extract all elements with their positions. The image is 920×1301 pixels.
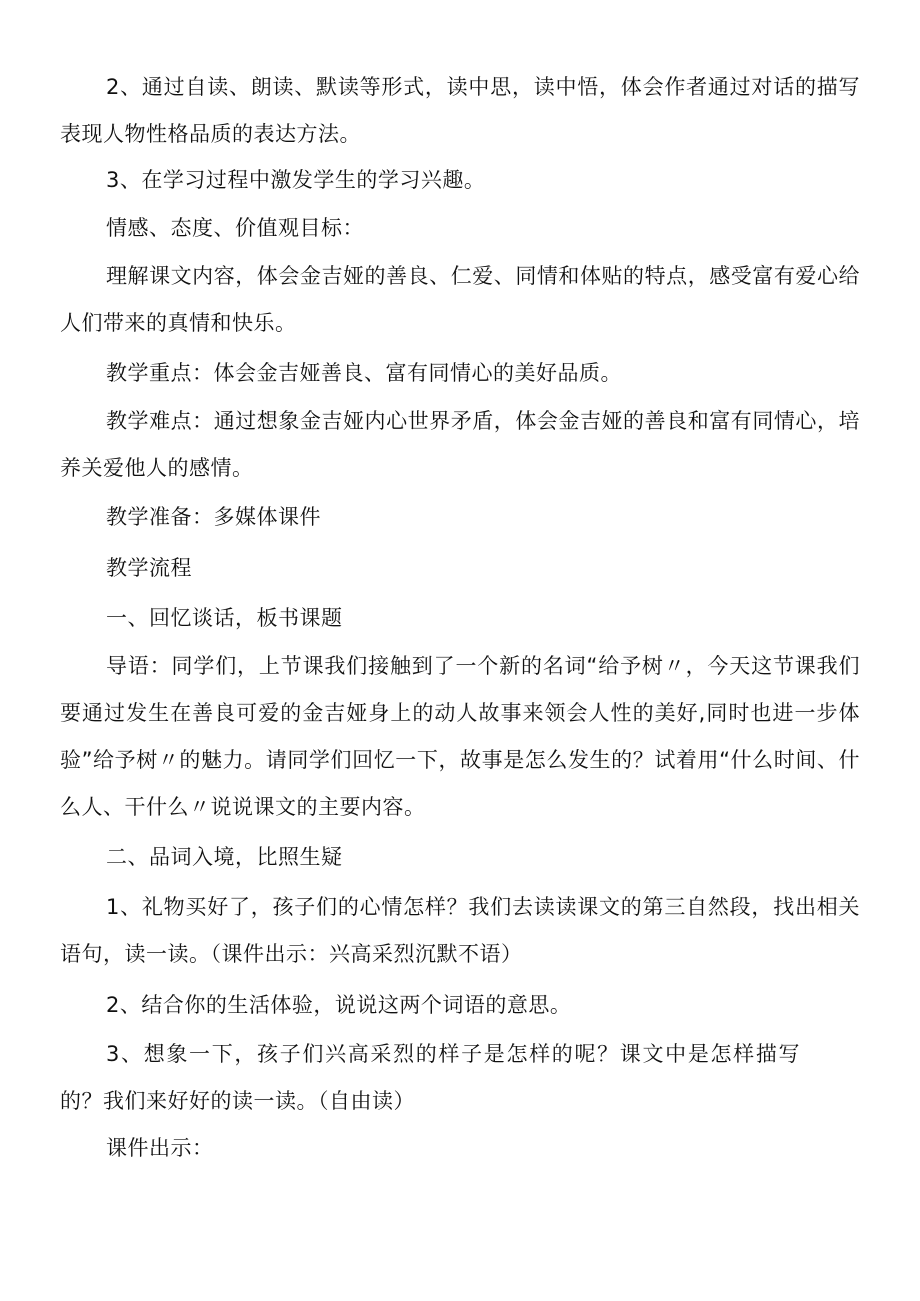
paragraph-step-1: 1、礼物买好了，孩子们的心情怎样？我们去读读课文的第三自然段，找出相关语句，读一读。（课件出示：兴高采烈沉默不语）	[60, 895, 860, 966]
paragraph-objective-3: 3、在学习过程中激发学生的学习兴趣。	[106, 168, 486, 192]
paragraph-step-2: 2、结合你的生活体验，说说这两个词语的意思。	[106, 993, 572, 1017]
paragraph-objective-2: 2、通过自读、朗读、默读等形式，读中思，读中悟，体会作者通过对话的描写表现人物性格品质的表达方法。	[60, 75, 860, 146]
paragraph-emotion-heading: 情感、态度、价值观目标：	[106, 216, 364, 240]
paragraph-courseware-show: 课件出示：	[106, 1136, 214, 1160]
paragraph-difficulty: 教学难点：通过想象金吉娅内心世界矛盾，体会金吉娅的善良和富有同情心，培养关爱他人的感情。	[60, 409, 860, 480]
paragraph-process-heading: 教学流程	[106, 556, 192, 580]
paragraph-emotion-goal: 理解课文内容，体会金吉娅的善良、仁爱、同情和体贴的特点，感受富有爱心给人们带来的真情和快乐。	[60, 264, 860, 335]
paragraph-preparation: 教学准备：多媒体课件	[106, 505, 321, 529]
paragraph-step-3: 3、想象一下，孩子们兴高采烈的样子是怎样的呢？课文中是怎样描写的？我们来好好的读一读。（自由读）	[60, 1042, 800, 1113]
paragraph-section-2-heading: 二、品词入境，比照生疑	[106, 845, 343, 869]
paragraph-introduction: 导语：同学们，上节课我们接触到了一个新的名词“给予树〃，今天这节课我们要通过发生在善良可爱的金吉娅身上的动人故事来领会人性的美好,同时也进一步体验”给予树〃的魅力。请同学们回忆一下，故事是怎么发生的？试着用“什么时间、什么人、干什么〃说说课文的主要内容。	[60, 654, 860, 819]
paragraph-section-1-heading: 一、回忆谈话，板书课题	[106, 606, 343, 630]
paragraph-key-point: 教学重点：体会金吉娅善良、富有同情心的美好品质。	[106, 361, 622, 385]
